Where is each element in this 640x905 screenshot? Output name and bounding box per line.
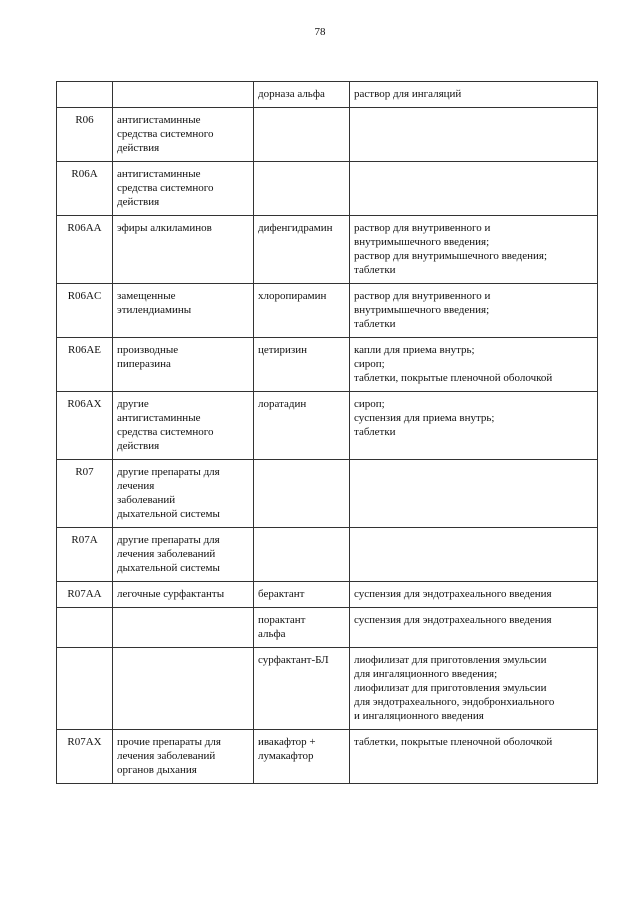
- table-row: [57, 108, 598, 162]
- drug-name-cell: дифенгидрамин: [254, 216, 350, 284]
- drug-name-cell: ивакафтор + лумакафтор: [254, 730, 350, 784]
- group-cell: антигистаминные средства системного действия: [113, 108, 254, 162]
- atc-code-cell: R07AA: [57, 582, 113, 608]
- drug-name-cell: [254, 162, 350, 216]
- dosage-form-cell: раствор для ингаляций: [350, 82, 598, 108]
- table-row: [57, 162, 598, 216]
- dosage-form-cell: [350, 162, 598, 216]
- page-number: 78: [314, 26, 326, 38]
- table-row: [57, 338, 598, 392]
- dosage-form-cell: суспензия для эндотрахеального введения: [350, 582, 598, 608]
- atc-code-cell: R06: [57, 108, 113, 162]
- drug-name-cell: [254, 460, 350, 528]
- group-cell: другие препараты для лечения заболеваний дыхательной системы: [113, 528, 254, 582]
- group-cell: замещенные этилендиамины: [113, 284, 254, 338]
- table-row: [57, 392, 598, 460]
- drug-name-cell: [254, 528, 350, 582]
- atc-code-cell: R06AC: [57, 284, 113, 338]
- drug-name-cell: сурфактант-БЛ: [254, 648, 350, 730]
- atc-code-cell: R06AX: [57, 392, 113, 460]
- dosage-form-cell: [350, 528, 598, 582]
- drug-name-cell: хлоропирамин: [254, 284, 350, 338]
- table-row: [57, 648, 598, 730]
- table-row: [57, 82, 598, 108]
- table-row: [57, 528, 598, 582]
- dosage-form-cell: раствор для внутривенного и внутримышечного введения; таблетки: [350, 284, 598, 338]
- dosage-form-cell: [350, 460, 598, 528]
- drug-name-cell: цетиризин: [254, 338, 350, 392]
- atc-code-cell: [57, 608, 113, 648]
- atc-code-cell: R06AE: [57, 338, 113, 392]
- table-row: [57, 284, 598, 338]
- group-cell: антигистаминные средства системного действия: [113, 162, 254, 216]
- drug-name-cell: порактант альфа: [254, 608, 350, 648]
- dosage-form-cell: [350, 108, 598, 162]
- table-row: [57, 582, 598, 608]
- drug-name-cell: дорназа альфа: [254, 82, 350, 108]
- drug-table: [56, 81, 598, 784]
- group-cell: [113, 82, 254, 108]
- group-cell: [113, 608, 254, 648]
- drug-name-cell: лоратадин: [254, 392, 350, 460]
- atc-code-cell: [57, 82, 113, 108]
- table-row: [57, 608, 598, 648]
- drug-name-cell: [254, 108, 350, 162]
- atc-code-cell: R07: [57, 460, 113, 528]
- dosage-form-cell: лиофилизат для приготовления эмульсии для ингаляционного введения; лиофилизат для приготовления эмульсии для эндотрахеального, эндобронхиального и ингаляционного введения: [350, 648, 598, 730]
- atc-code-cell: R07A: [57, 528, 113, 582]
- group-cell: легочные сурфактанты: [113, 582, 254, 608]
- atc-code-cell: R06A: [57, 162, 113, 216]
- group-cell: другие антигистаминные средства системного действия: [113, 392, 254, 460]
- group-cell: прочие препараты для лечения заболеваний органов дыхания: [113, 730, 254, 784]
- group-cell: производные пиперазина: [113, 338, 254, 392]
- table-row: [57, 216, 598, 284]
- dosage-form-cell: раствор для внутривенного и внутримышечного введения; раствор для внутримышечного введения; таблетки: [350, 216, 598, 284]
- dosage-form-cell: капли для приема внутрь; сироп; таблетки, покрытые пленочной оболочкой: [350, 338, 598, 392]
- drug-name-cell: берактант: [254, 582, 350, 608]
- dosage-form-cell: сироп; суспензия для приема внутрь; таблетки: [350, 392, 598, 460]
- atc-code-cell: R06AA: [57, 216, 113, 284]
- atc-code-cell: R07AX: [57, 730, 113, 784]
- group-cell: другие препараты для лечения заболеваний дыхательной системы: [113, 460, 254, 528]
- table-row: [57, 730, 598, 784]
- group-cell: эфиры алкиламинов: [113, 216, 254, 284]
- dosage-form-cell: суспензия для эндотрахеального введения: [350, 608, 598, 648]
- table-row: [57, 460, 598, 528]
- atc-code-cell: [57, 648, 113, 730]
- dosage-form-cell: таблетки, покрытые пленочной оболочкой: [350, 730, 598, 784]
- group-cell: [113, 648, 254, 730]
